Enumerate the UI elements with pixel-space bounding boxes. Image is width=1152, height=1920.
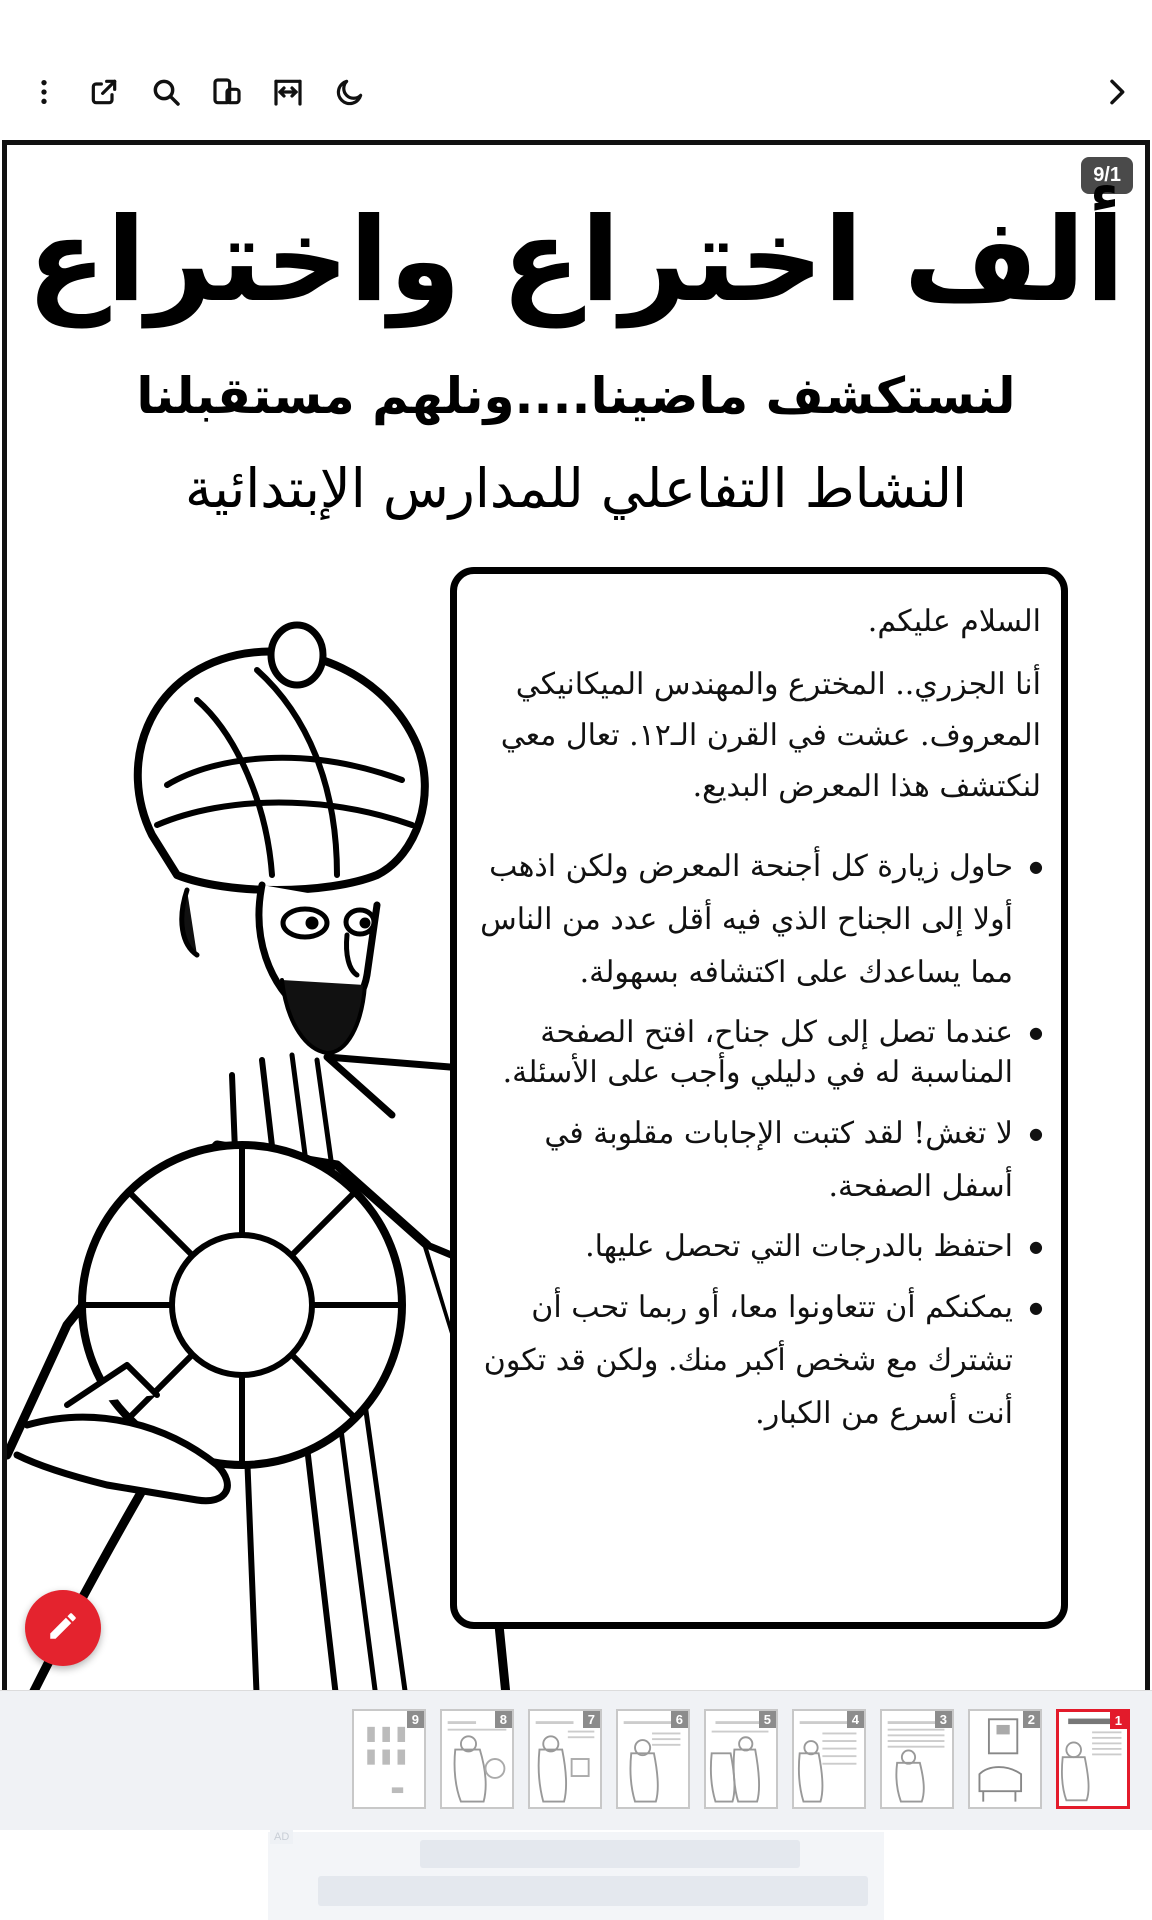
dark-mode-icon[interactable] [328,70,372,114]
page-thumbnail[interactable] [792,1709,866,1809]
instruction-item: ● احتفظ بالدرجات التي تحصل عليها. [473,1227,1041,1267]
thumbnail-number: 8 [495,1711,512,1728]
thumbnail-number: 5 [759,1711,776,1728]
speech-intro: أنا الجزري.. المخترع والمهندس الميكانيكي المعروف. عشت في القرن الـ١٢. تعال معي لنكتشف هذا المعرض البديع. [500,667,1041,804]
pdf-page-view[interactable] [2,140,1150,1690]
instruction-item: ● حاول زيارة كل أجنحة المعرض ولكن اذهب أولا إلى الجناح الذي فيه أقل عدد من الناس مما يساعدك على اكتشافه بسهولة. [473,840,1041,999]
thumbnail-number: 7 [583,1711,600,1728]
speech-greeting: السلام عليكم. [867,604,1041,639]
instruction-item: ● عندما تصل إلى كل جناح، افتح الصفحة المناسبة له في دليلي وأجب على الأسئلة. [473,1013,1041,1093]
thumbnail-number: 4 [847,1711,864,1728]
instruction-item: ● لا تغش! لقد كتبت الإجابات مقلوبة في أسفل الصفحة. [473,1107,1041,1213]
instructions-list [473,840,1041,1440]
page-subtitle-1: لنستكشف ماضينا....ونلهم مستقبلنا [136,367,1016,425]
thumbnail-number: 2 [1023,1711,1040,1728]
top-toolbar [0,0,1152,140]
page-title: ألف اختراع واختراع [26,193,1126,328]
page-thumbnail[interactable] [440,1709,514,1809]
annotate-button[interactable] [25,1590,101,1666]
open-external-icon[interactable] [82,70,126,114]
ad-label: AD [270,1830,293,1844]
page-thumbnail[interactable] [880,1709,954,1809]
speech-bubble [450,567,1068,1629]
page-counter: 9/1 [1081,157,1133,194]
page-thumbnail[interactable] [352,1709,426,1809]
more-vertical-icon[interactable] [22,70,66,114]
page-layout-icon[interactable] [205,70,249,114]
page-thumbnail-active[interactable] [1056,1709,1130,1809]
page-thumbnails-strip [0,1690,1152,1830]
thumbnail-number: 1 [1110,1712,1127,1729]
page-thumbnail[interactable] [968,1709,1042,1809]
fit-width-icon[interactable] [266,70,310,114]
thumbnail-number: 6 [671,1711,688,1728]
next-chevron-icon[interactable] [1094,70,1138,114]
thumbnail-number: 9 [407,1711,424,1728]
page-thumbnail[interactable] [528,1709,602,1809]
thumbnail-number: 3 [935,1711,952,1728]
ad-banner[interactable] [268,1832,884,1920]
search-icon[interactable] [144,70,188,114]
page-subtitle-2: النشاط التفاعلي للمدارس الإبتدائية [184,457,968,520]
page-thumbnail[interactable] [704,1709,778,1809]
pencil-icon [46,1609,80,1647]
instruction-item: ● يمكنكم أن تتعاونوا معا، أو ربما تحب أن تشترك مع شخص أكبر منك. ولكن قد تكون أنت أسرع من الكبار. [473,1281,1041,1440]
page-thumbnail[interactable] [616,1709,690,1809]
